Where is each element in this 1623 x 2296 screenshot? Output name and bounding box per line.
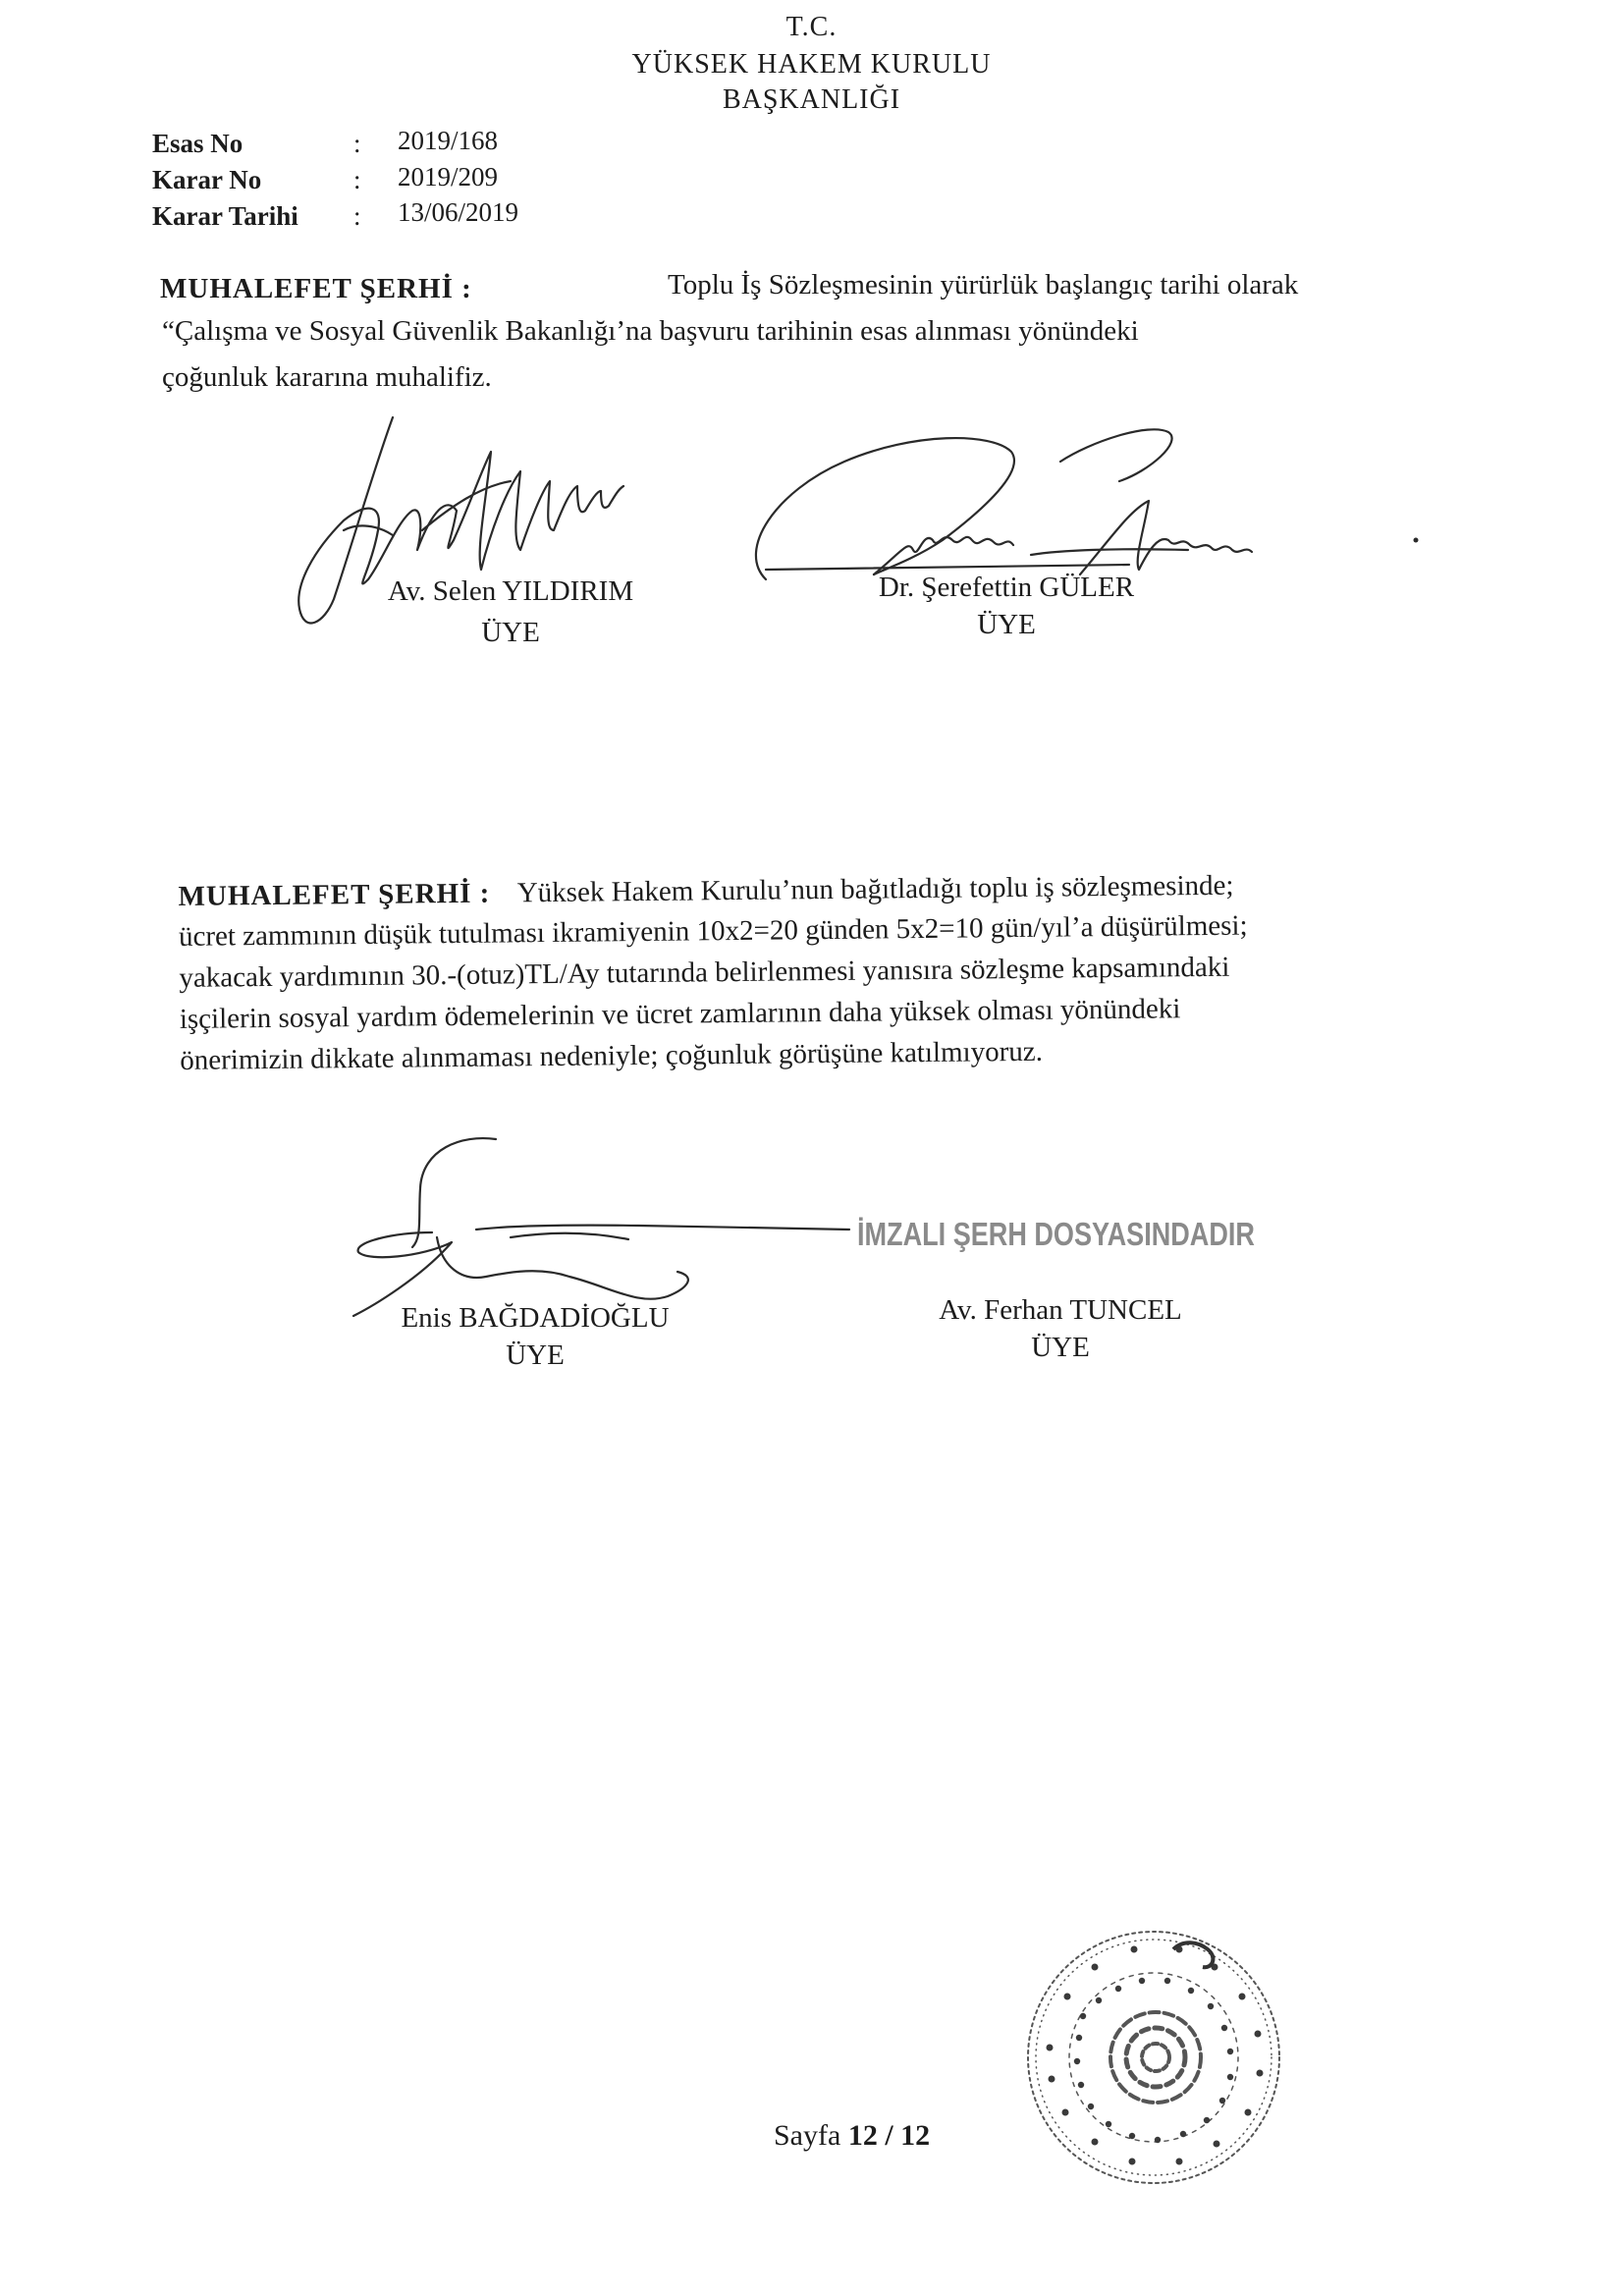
karar-no-label: Karar No <box>152 165 262 194</box>
dissent-2-heading: MUHALEFET ŞERHİ : <box>178 877 491 912</box>
page-number: 12 / 12 <box>847 2119 931 2152</box>
dissent-2-line-5: önerimizin dikkate alınmaması nedeniyle; çoğunluk görüşüne katılmıyoruz. <box>180 1035 1044 1076</box>
karar-tarihi-label: Karar Tarihi <box>152 201 298 231</box>
header-institution: YÜKSEK HAKEM KURULU <box>631 49 992 80</box>
signatory-2-name: Dr. Şerefettin GÜLER <box>878 572 1135 603</box>
signatory-1-role: ÜYE <box>481 617 540 648</box>
karar-tarihi-colon: : <box>353 201 361 231</box>
signatory-1-name: Av. Selen YILDIRIM <box>387 575 634 607</box>
page-footer-prefix: Sayfa <box>774 2119 841 2152</box>
header-country: T.C. <box>785 12 838 42</box>
dissent-2-line-2: ücret zammının düşük tutulması ikramiyenin 10x2=20 günden 5x2=10 gün/yıl’a düşürülmesi; <box>178 909 1248 953</box>
signatory-3-role: ÜYE <box>506 1339 565 1371</box>
page-footer <box>774 2119 930 2153</box>
dissent-2-line-4: işçilerin sosyal yardım ödemelerinin ve ücret zamlarının daha yüksek olması yönündeki <box>179 993 1181 1035</box>
esas-no-colon: : <box>353 129 361 158</box>
official-seal-icon <box>1006 1910 1301 2205</box>
karar-no-value: 2019/209 <box>398 162 499 191</box>
esas-no-value: 2019/168 <box>398 126 499 155</box>
dissent-2-line-3: yakacak yardımının 30.-(otuz)TL/Ay tutarında belirlenmesi yanısıra sözleşme kapsamındaki <box>179 951 1230 994</box>
dissent-1-heading: MUHALEFET ŞERHİ : <box>160 273 472 304</box>
signature-enis-bagdadioglu <box>314 1129 864 1326</box>
signatory-4-name: Av. Ferhan TUNCEL <box>939 1294 1182 1326</box>
signed-dissent-stamp-text: İMZALI ŞERH DOSYASINDADIR <box>857 1216 1255 1252</box>
karar-tarihi-value: 13/06/2019 <box>398 197 519 227</box>
signatory-2-role: ÜYE <box>977 609 1036 640</box>
header-department: BAŞKANLIĞI <box>722 84 901 115</box>
signatory-4-role: ÜYE <box>1031 1332 1090 1363</box>
karar-no-colon: : <box>353 165 361 194</box>
esas-no-label: Esas No <box>152 129 243 158</box>
dissent-1-line-2: “Çalışma ve Sosyal Güvenlik Bakanlığı’na başvuru tarihinin esas alınması yönündeki <box>162 315 1139 347</box>
dissent-1-line-3: çoğunluk kararına muhalifiz. <box>162 361 492 393</box>
dissent-2-line-1-text: Yüksek Hakem Kurulu’nun bağıtladığı toplu iş sözleşmesinde; <box>516 869 1234 909</box>
dissent-1-line-1: Toplu İş Sözleşmesinin yürürlük başlangıç tarihi olarak <box>668 269 1299 301</box>
signatory-3-name: Enis BAĞDADİOĞLU <box>401 1302 670 1334</box>
